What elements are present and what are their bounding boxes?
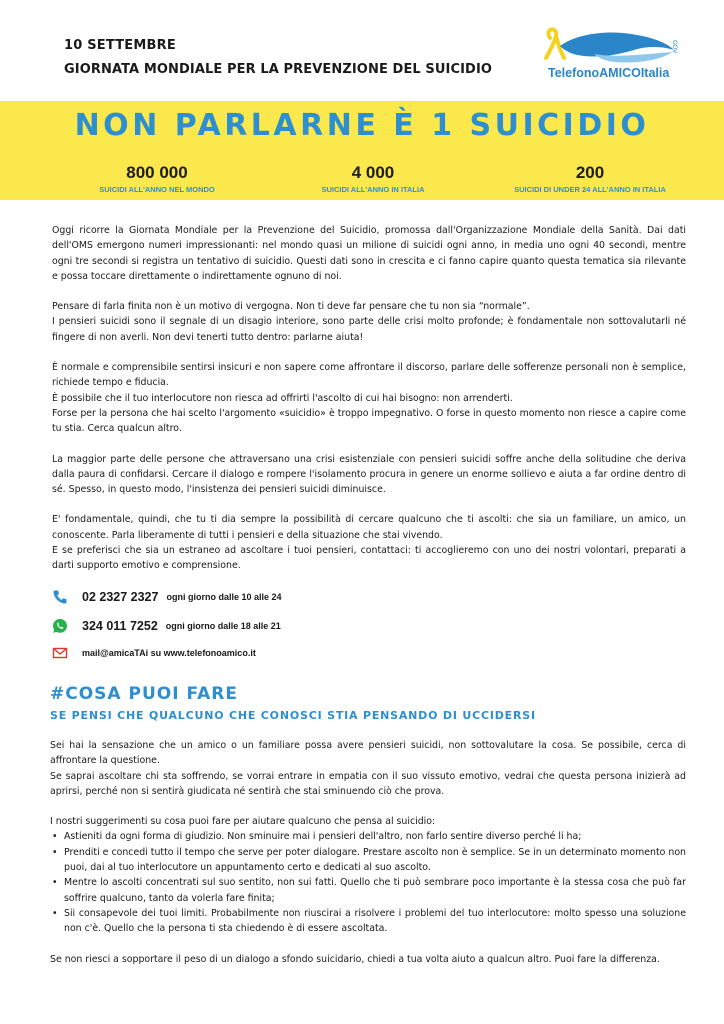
paragraph: È normale e comprensibile sentirsi insicuri e non sapere come affrontare il discorso, parlare delle sofferenze personali non è semplice, richiede tempo e fiducia. È possibile che il tuo interlocutore non riesca ad offrirti l'ascolto di cui hai bisogno: non arrenderti. Forse per la persona che hai scelto l'argomento «suicidio» è troppo impegnativo. O forse in questo momento non riesce a capire come tu stia. Cerca qualcun altro. (52, 362, 686, 435)
advice-text (50, 738, 686, 982)
contact-whatsapp[interactable] (52, 618, 281, 634)
advice-intro: I nostri suggerimenti su cosa puoi fare per aiutare qualcuno che pensa al suicidio: (50, 816, 436, 828)
advice-list (50, 829, 686, 936)
stat-italy (288, 163, 458, 194)
stat-label: SUICIDI DI UNDER 24 ALL'ANNO IN ITALIA (514, 185, 666, 194)
whatsapp-number[interactable]: 324 011 7252 (82, 619, 158, 633)
paragraph: E' fondamentale, quindi, che tu ti dia sempre la possibilità di cercare qualcuno che ti ascolti: che sia un familiare, un amico, un conoscente. Parla liberamente di tutti i pensieri e della situazione che stai vivendo. E se preferisci che sia un estraneo ad ascoltare i tuoi pensieri, contattaci: ti accoglieremo con uno dei nostri volontari, preparati a darti supporto emotivo e comprensione. (52, 514, 686, 572)
paragraph: Pensare di farla finita non è un motivo di vergogna. Non ti deve far pensare che tu non sia “normale”. I pensieri suicidi sono il segnale di un disagio interiore, sono parte delle crisi molto profonde; è fondamentale non sottovalutarli né fingere di non averli. Non devi tenerti tutto dentro: parlarne aiuta! (52, 301, 686, 343)
stat-under24 (492, 163, 688, 194)
banner-title: NON PARLARNE È 1 SUICIDIO (74, 108, 650, 143)
stat-value: 4 000 (351, 163, 395, 182)
whatsapp-hours: ogni giorno dalle 18 alle 21 (165, 621, 281, 631)
list-item: • Prenditi e concedi tutto il tempo che serve per poter dialogare. Prestare ascolto non è semplice. Se in un determinato momento non puoi, dai al tuo interlocutore un appuntamento certo e dedicati al suo ascolto. (64, 845, 686, 876)
list-item: • Astieniti da ogni forma di giudizio. Non sminuire mai i pensieri dell'altro, non farlo sentire diverso perché li ha; (64, 829, 686, 844)
phone-number[interactable]: 02 2327 2327 (82, 590, 159, 604)
logo-odv: ODV (671, 40, 678, 54)
phone-hours: ogni giorno dalle 10 alle 24 (166, 592, 282, 602)
stat-label: SUICIDI ALL'ANNO IN ITALIA (321, 185, 425, 194)
header-title: GIORNATA MONDIALE PER LA PREVENZIONE DEL SUICIDIO (64, 62, 493, 77)
stat-value: 200 (575, 163, 605, 182)
phone-icon (52, 589, 68, 605)
paragraph: Sei hai la sensazione che un amico o un familiare possa avere pensieri suicidi, non sottovalutare la cosa. Se possibile, cerca di affrontare la questione. Se saprai ascoltare chi sta soffrendo, se vorrai entrare in empatia con il suo vissuto emotivo, vedrai che questa persona inizierà ad aprirsi, perché non si sentirà giudicata né sentirà che stai sminuendo ciò che prova. (50, 740, 686, 797)
paragraph: La maggior parte delle persone che attraversano una crisi esistenziale con pensieri suicidi soffre anche della solitudine che deriva dalla paura di confidarsi. Cercare il dialogo e rompere l'isolamento procura in genere un enorme sollievo e aiuta a far ordine dentro di sé. Spesso, in questo modo, l'insistenza dei pensieri suicidi diminuisce. (52, 453, 686, 496)
list-item: • Mentre lo ascolti concentrati sul suo sentito, non sui fatti. Quello che ti può sembrare poco importante è la stessa cosa che può far soffrire qualcuno, tanto da volerla fare finita; (64, 875, 686, 906)
stat-value: 800 000 (126, 163, 188, 182)
telefono-amico-logo (536, 24, 686, 94)
mail-icon (52, 645, 68, 661)
paragraph: Oggi ricorre la Giornata Mondiale per la Prevenzione del Suicidio, promossa dall'Organizzazione Mondiale della Sanità. Dai dati dell'OMS emergono numeri impressionanti: nel mondo quasi un milione di suicidi ogni anno, in media uno ogni 40 secondi, mentre ogni tre secondi si registra un tentativo di suicidio. Questi dati sono in crescita e ci fanno capire quanto questa tematica sia rilevante e possa toccare direttamente o indirettamente ognuno di noi. (52, 225, 686, 282)
mail-link[interactable]: mail@amicaTAi su www.telefonoamico.it (82, 648, 256, 658)
hand-icon (560, 33, 674, 57)
section-title: #COSA PUOI FARE (50, 684, 238, 704)
ribbon-icon (546, 29, 564, 58)
stat-label: SUICIDI ALL'ANNO NEL MONDO (99, 185, 215, 194)
header-date: 10 SETTEMBRE (64, 38, 176, 53)
whatsapp-icon (52, 618, 68, 634)
section-subtitle: SE PENSI CHE QUALCUNO CHE CONOSCI STIA PENSANDO DI UCCIDERSI (50, 709, 536, 722)
contact-mail[interactable] (52, 645, 256, 661)
logo-text: TelefonoAMICOItalia (548, 66, 670, 80)
closing-paragraph: Se non riesci a sopportare il peso di un dialogo a sfondo suicidario, chiedi a tua volta aiuto a qualcun altro. Puoi fare la differenza. (50, 953, 660, 965)
stat-world (72, 163, 242, 194)
contact-phone[interactable] (52, 589, 282, 605)
intro-text (52, 223, 686, 589)
list-item: • Sii consapevole dei tuoi limiti. Probabilmente non riuscirai a risolvere i problemi del tuo interlocutore: molto spesso una soluzione non c'è. Quello che la persona ti sta chiedendo è di essere ascoltata. (64, 906, 686, 937)
